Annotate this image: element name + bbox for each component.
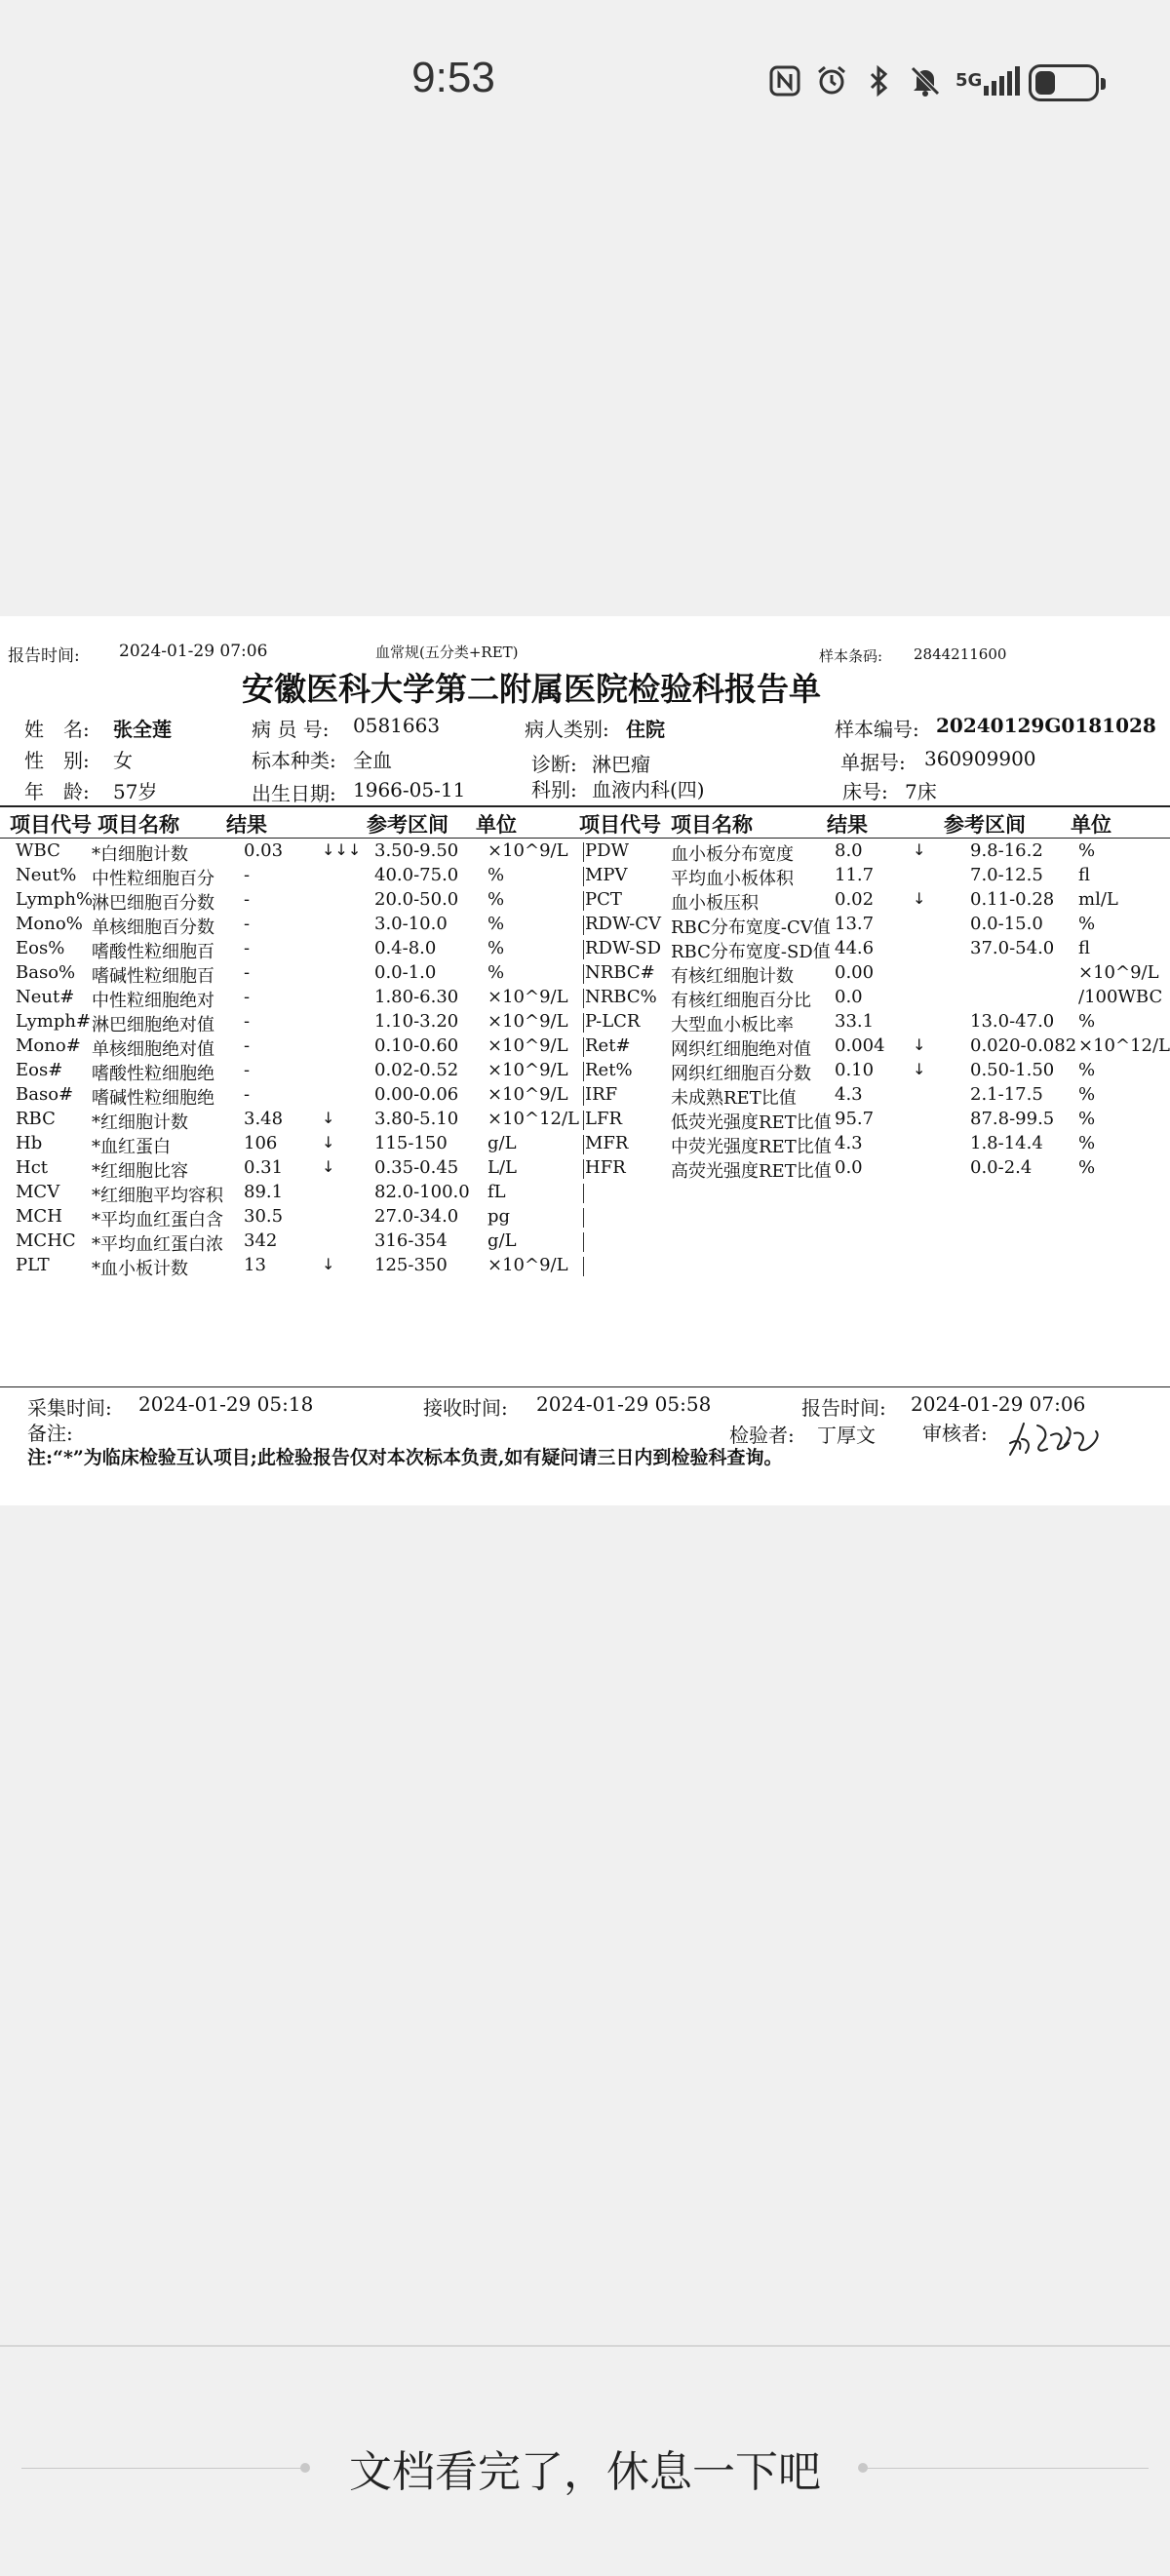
- barcode-label: 样本条码:: [819, 647, 883, 665]
- column-separator: [583, 1135, 584, 1154]
- dept: 血液内科(四): [592, 778, 705, 801]
- mute-bell-icon: [909, 64, 942, 98]
- left-row-range: 0.0-1.0: [374, 962, 437, 983]
- right-row-code: MPV: [585, 865, 628, 885]
- nfc-icon: [768, 64, 801, 98]
- right-row-result: 0.0: [835, 987, 863, 1007]
- specimen: 全血: [353, 749, 392, 772]
- right-row-result: 11.7: [835, 865, 875, 885]
- right-row-unit: ×10^12/L: [1078, 1035, 1170, 1056]
- dob-label: 出生日期:: [252, 782, 336, 805]
- right-row-name: 有核红细胞百分比: [671, 991, 811, 1011]
- column-separator: [583, 1013, 584, 1033]
- column-separator: [583, 964, 584, 984]
- left-row-unit: %: [488, 865, 505, 885]
- header-result: 结果: [226, 812, 267, 837]
- right-row-name: 低荧光强度RET比值: [671, 1112, 832, 1133]
- dept-label: 科别:: [531, 778, 577, 801]
- reviewer-signature: [1004, 1414, 1112, 1463]
- right-row-name: 中荧光强度RET比值: [671, 1137, 832, 1157]
- left-row-range: 3.80-5.10: [374, 1109, 459, 1129]
- left-row-range: 1.10-3.20: [374, 1011, 459, 1032]
- left-row-result: -: [244, 914, 251, 934]
- right-row-flag: ↓: [913, 840, 926, 859]
- right-row-code: NRBC#: [585, 962, 655, 983]
- right-row-range: 0.020-0.082: [970, 1035, 1077, 1056]
- right-row-code: RDW-CV: [585, 914, 662, 934]
- report-title: 安徽医科大学第二附属医院检验科报告单: [242, 670, 821, 708]
- status-bar: [0, 0, 1170, 176]
- left-row-range: 3.0-10.0: [374, 914, 448, 934]
- right-row-result: 0.004: [835, 1035, 885, 1056]
- left-row-unit: L/L: [488, 1157, 517, 1178]
- header-name-2: 项目名称: [671, 812, 753, 837]
- column-separator: [583, 940, 584, 959]
- column-separator: [583, 1184, 584, 1203]
- left-row-unit: ×10^9/L: [488, 987, 568, 1007]
- signal-icon: 5G: [956, 64, 1024, 98]
- report-time: 2024-01-29 07:06: [911, 1392, 1086, 1416]
- right-row-range: 0.11-0.28: [970, 889, 1055, 910]
- left-row-name: 中性粒细胞绝对: [92, 991, 214, 1011]
- left-row-result: -: [244, 1035, 251, 1056]
- bed: 7床: [905, 780, 937, 803]
- left-row-range: 125-350: [374, 1255, 448, 1275]
- left-row-name: *血红蛋白: [92, 1137, 171, 1157]
- left-row-result: 0.31: [244, 1157, 284, 1178]
- right-row-unit: /100WBC: [1078, 987, 1163, 1007]
- left-row-unit: ×10^12/L: [488, 1109, 579, 1129]
- right-row-unit: ×10^9/L: [1078, 962, 1159, 983]
- right-row-code: IRF: [585, 1084, 618, 1105]
- sex-label: 性 别:: [24, 749, 90, 772]
- left-row-code: Mono#: [16, 1035, 81, 1056]
- right-row-result: 8.0: [835, 840, 863, 861]
- left-row-flag: ↓: [322, 1157, 335, 1176]
- left-row-unit: pg: [488, 1206, 511, 1227]
- left-row-result: 30.5: [244, 1206, 284, 1227]
- battery-icon: [1029, 64, 1099, 101]
- left-row-code: Neut%: [16, 865, 77, 885]
- left-row-result: 13: [244, 1255, 266, 1275]
- right-row-result: 95.7: [835, 1109, 875, 1129]
- left-row-code: Eos#: [16, 1060, 63, 1080]
- right-row-name: 有核红细胞计数: [671, 966, 794, 987]
- left-row-unit: %: [488, 938, 505, 958]
- right-row-result: 0.00: [835, 962, 875, 983]
- left-row-range: 0.02-0.52: [374, 1060, 459, 1080]
- right-row-unit: %: [1078, 1133, 1096, 1153]
- patient-name: 张全莲: [113, 718, 172, 741]
- left-row-code: MCH: [16, 1206, 62, 1227]
- diagnosis-label: 诊断:: [531, 753, 577, 776]
- receive-label: 接收时间:: [423, 1396, 508, 1420]
- header-range: 参考区间: [367, 812, 448, 837]
- left-row-result: -: [244, 1084, 251, 1105]
- left-row-range: 316-354: [374, 1230, 448, 1251]
- left-row-result: 3.48: [244, 1109, 284, 1129]
- right-row-range: 87.8-99.5: [970, 1109, 1055, 1129]
- left-row-result: 106: [244, 1133, 278, 1153]
- left-row-flag: ↓↓↓: [322, 840, 362, 859]
- right-row-unit: %: [1078, 1109, 1096, 1129]
- bill-label: 单据号:: [840, 751, 906, 774]
- left-row-range: 40.0-75.0: [374, 865, 459, 885]
- header-unit-2: 单位: [1071, 812, 1112, 837]
- bill-no: 360909900: [924, 747, 1036, 770]
- right-row-code: HFR: [585, 1157, 626, 1178]
- sample-no-label: 样本编号:: [835, 718, 919, 741]
- right-row-code: Ret#: [585, 1035, 631, 1056]
- id-label: 病 员 号:: [252, 718, 330, 741]
- right-row-unit: fl: [1078, 865, 1091, 885]
- left-row-range: 0.10-0.60: [374, 1035, 459, 1056]
- patient-age: 57岁: [113, 780, 158, 803]
- left-row-unit: %: [488, 962, 505, 983]
- right-row-unit: %: [1078, 840, 1096, 861]
- left-row-unit: g/L: [488, 1133, 517, 1153]
- header-code: 项目代号: [10, 812, 92, 837]
- right-row-unit: %: [1078, 1157, 1096, 1178]
- right-row-range: 13.0-47.0: [970, 1011, 1055, 1032]
- right-row-range: 0.50-1.50: [970, 1060, 1055, 1080]
- right-row-name: 未成熟RET比值: [671, 1088, 797, 1109]
- alarm-icon: [815, 64, 848, 98]
- left-row-unit: ×10^9/L: [488, 1255, 568, 1275]
- right-row-range: 0.0-2.4: [970, 1157, 1033, 1178]
- column-separator: [583, 842, 584, 862]
- right-row-result: 0.0: [835, 1157, 863, 1178]
- left-row-result: -: [244, 889, 251, 910]
- left-row-code: Lymph#: [16, 1011, 92, 1032]
- column-separator: [583, 1111, 584, 1130]
- left-row-result: -: [244, 938, 251, 958]
- right-row-code: MFR: [585, 1133, 629, 1153]
- left-row-name: *红细胞平均容积: [92, 1186, 223, 1206]
- right-row-code: PDW: [585, 840, 630, 861]
- right-row-result: 4.3: [835, 1133, 863, 1153]
- right-row-code: PCT: [585, 889, 622, 910]
- right-row-name: 网织红细胞百分数: [671, 1064, 811, 1084]
- divider: [866, 2468, 1149, 2469]
- left-row-flag: ↓: [322, 1109, 335, 1127]
- collect-label: 采集时间:: [27, 1396, 112, 1420]
- left-row-name: 淋巴细胞绝对值: [92, 1015, 214, 1035]
- left-row-flag: ↓: [322, 1133, 335, 1151]
- right-row-result: 13.7: [835, 914, 875, 934]
- left-row-code: Eos%: [16, 938, 65, 958]
- disclaimer-note: 注:“*”为临床检验互认项目;此检验报告仅对本次标本负责,如有疑问请三日内到检验科查询。: [27, 1447, 783, 1468]
- right-row-name: 大型血小板比率: [671, 1015, 794, 1035]
- right-row-flag: ↓: [913, 889, 926, 908]
- left-row-name: 嗜酸性粒细胞百: [92, 942, 214, 962]
- right-row-result: 0.10: [835, 1060, 875, 1080]
- age-label: 年 龄:: [24, 780, 90, 803]
- left-row-code: Hct: [16, 1157, 49, 1178]
- left-row-unit: fL: [488, 1182, 506, 1202]
- right-row-result: 4.3: [835, 1084, 863, 1105]
- divider: [0, 838, 1170, 839]
- left-row-name: 嗜碱性粒细胞绝: [92, 1088, 214, 1109]
- left-row-name: *平均血红蛋白浓: [92, 1234, 223, 1255]
- column-separator: [583, 1232, 584, 1252]
- left-row-flag: ↓: [322, 1255, 335, 1273]
- left-row-result: 89.1: [244, 1182, 284, 1202]
- left-row-name: *红细胞计数: [92, 1112, 188, 1133]
- remark-label: 备注:: [27, 1422, 73, 1445]
- left-row-unit: ×10^9/L: [488, 1035, 568, 1056]
- left-row-unit: ×10^9/L: [488, 1084, 568, 1105]
- column-separator: [583, 989, 584, 1008]
- header-code-2: 项目代号: [579, 812, 661, 837]
- left-row-code: PLT: [16, 1255, 50, 1275]
- bluetooth-icon: [862, 64, 895, 98]
- right-row-name: 网织红细胞绝对值: [671, 1039, 811, 1060]
- left-row-range: 1.80-6.30: [374, 987, 459, 1007]
- end-message: 文档看完了，休息一下吧: [349, 2447, 821, 2497]
- column-separator: [583, 1086, 584, 1106]
- left-row-result: -: [244, 962, 251, 983]
- left-row-unit: %: [488, 889, 505, 910]
- left-row-range: 0.35-0.45: [374, 1157, 459, 1178]
- left-row-range: 115-150: [374, 1133, 448, 1153]
- right-row-name: 高荧光强度RET比值: [671, 1161, 832, 1182]
- test-type: 血常规(五分类+RET): [375, 644, 519, 661]
- right-row-unit: %: [1078, 1060, 1096, 1080]
- right-row-result: 33.1: [835, 1011, 875, 1032]
- right-row-name: RBC分布宽度-SD值: [671, 942, 831, 962]
- left-row-result: -: [244, 1011, 251, 1032]
- lab-report: [0, 616, 1170, 1505]
- divider: [0, 1386, 1170, 1387]
- right-row-unit: fl: [1078, 938, 1091, 958]
- header-result-2: 结果: [827, 812, 868, 837]
- reviewer-label: 审核者:: [922, 1422, 988, 1445]
- left-row-range: 27.0-34.0: [374, 1206, 459, 1227]
- sample-no: 20240129G0181028: [936, 714, 1156, 737]
- report-label: 报告时间:: [801, 1396, 886, 1420]
- left-row-code: Hb: [16, 1133, 43, 1153]
- header-name: 项目名称: [98, 812, 179, 837]
- patient-type-label: 病人类别:: [525, 718, 609, 741]
- tester: 丁厚文: [817, 1424, 876, 1447]
- column-separator: [583, 1062, 584, 1081]
- left-row-unit: %: [488, 914, 505, 934]
- left-row-unit: ×10^9/L: [488, 1060, 568, 1080]
- left-row-range: 0.00-0.06: [374, 1084, 459, 1105]
- left-row-name: *血小板计数: [92, 1259, 188, 1279]
- dob: 1966-05-11: [353, 778, 466, 801]
- barcode: 2844211600: [914, 645, 1007, 663]
- right-row-code: LFR: [585, 1109, 622, 1129]
- right-row-name: 血小板压积: [671, 893, 759, 914]
- left-row-unit: ×10^9/L: [488, 840, 568, 861]
- right-row-unit: %: [1078, 914, 1096, 934]
- left-row-code: Neut#: [16, 987, 75, 1007]
- right-row-code: RDW-SD: [585, 938, 662, 958]
- name-label: 姓 名:: [24, 718, 90, 741]
- column-separator: [583, 1208, 584, 1228]
- left-row-unit: g/L: [488, 1230, 517, 1251]
- column-separator: [583, 1037, 584, 1057]
- left-row-name: 嗜酸性粒细胞绝: [92, 1064, 214, 1084]
- left-row-name: 中性粒细胞百分: [92, 869, 214, 889]
- diagnosis: 淋巴瘤: [592, 753, 650, 776]
- left-row-code: Baso#: [16, 1084, 74, 1105]
- left-row-code: Baso%: [16, 962, 76, 983]
- right-row-name: 平均血小板体积: [671, 869, 794, 889]
- right-row-range: 37.0-54.0: [970, 938, 1055, 958]
- end-of-document-bar: [0, 2345, 1170, 2576]
- left-row-range: 20.0-50.0: [374, 889, 459, 910]
- header-unit: 单位: [476, 812, 517, 837]
- right-row-flag: ↓: [913, 1060, 926, 1078]
- left-row-result: 342: [244, 1230, 278, 1251]
- right-row-code: P-LCR: [585, 1011, 641, 1032]
- bed-label: 床号:: [842, 780, 888, 803]
- left-row-code: Lymph%: [16, 889, 94, 910]
- right-row-range: 0.0-15.0: [970, 914, 1043, 934]
- left-row-result: -: [244, 1060, 251, 1080]
- left-row-code: MCHC: [16, 1230, 76, 1251]
- left-row-name: 嗜碱性粒细胞百: [92, 966, 214, 987]
- left-row-name: 单核细胞百分数: [92, 917, 214, 938]
- left-row-unit: ×10^9/L: [488, 1011, 568, 1032]
- left-row-code: Mono%: [16, 914, 83, 934]
- column-separator: [583, 1159, 584, 1179]
- left-row-name: *白细胞计数: [92, 844, 188, 865]
- right-row-range: 2.1-17.5: [970, 1084, 1043, 1105]
- left-row-name: *平均血红蛋白含: [92, 1210, 223, 1230]
- right-row-code: NRBC%: [585, 987, 657, 1007]
- column-separator: [583, 891, 584, 911]
- left-row-code: RBC: [16, 1109, 56, 1129]
- right-row-code: Ret%: [585, 1060, 633, 1080]
- left-row-name: *红细胞比容: [92, 1161, 188, 1182]
- left-row-range: 3.50-9.50: [374, 840, 459, 861]
- right-row-name: 血小板分布宽度: [671, 844, 794, 865]
- left-row-result: 0.03: [244, 840, 284, 861]
- patient-id: 0581663: [353, 714, 441, 737]
- left-row-code: MCV: [16, 1182, 60, 1202]
- report-time-label: 报告时间:: [8, 646, 80, 666]
- specimen-label: 标本种类:: [252, 749, 336, 772]
- clock: 9:53: [411, 54, 495, 101]
- left-row-result: -: [244, 865, 251, 885]
- tester-label: 检验者:: [729, 1424, 795, 1447]
- patient-sex: 女: [113, 749, 133, 772]
- report-time-top: 2024-01-29 07:06: [119, 642, 268, 661]
- left-row-result: -: [244, 987, 251, 1007]
- left-row-range: 82.0-100.0: [374, 1182, 470, 1202]
- left-row-range: 0.4-8.0: [374, 938, 437, 958]
- right-row-flag: ↓: [913, 1035, 926, 1054]
- right-row-result: 0.02: [835, 889, 875, 910]
- right-row-range: 1.8-14.4: [970, 1133, 1043, 1153]
- patient-type: 住院: [626, 718, 665, 741]
- column-separator: [583, 867, 584, 886]
- column-separator: [583, 916, 584, 935]
- receive-time: 2024-01-29 05:58: [536, 1392, 712, 1416]
- collect-time: 2024-01-29 05:18: [138, 1392, 314, 1416]
- right-row-unit: ml/L: [1078, 889, 1118, 910]
- column-separator: [583, 1257, 584, 1276]
- left-row-code: WBC: [16, 840, 60, 861]
- right-row-unit: %: [1078, 1084, 1096, 1105]
- header-range-2: 参考区间: [944, 812, 1026, 837]
- right-row-result: 44.6: [835, 938, 875, 958]
- left-row-name: 淋巴细胞百分数: [92, 893, 214, 914]
- left-row-name: 单核细胞绝对值: [92, 1039, 214, 1060]
- right-row-name: RBC分布宽度-CV值: [671, 917, 831, 938]
- divider: [0, 805, 1170, 807]
- right-row-range: 9.8-16.2: [970, 840, 1043, 861]
- right-row-unit: %: [1078, 1011, 1096, 1032]
- right-row-range: 7.0-12.5: [970, 865, 1043, 885]
